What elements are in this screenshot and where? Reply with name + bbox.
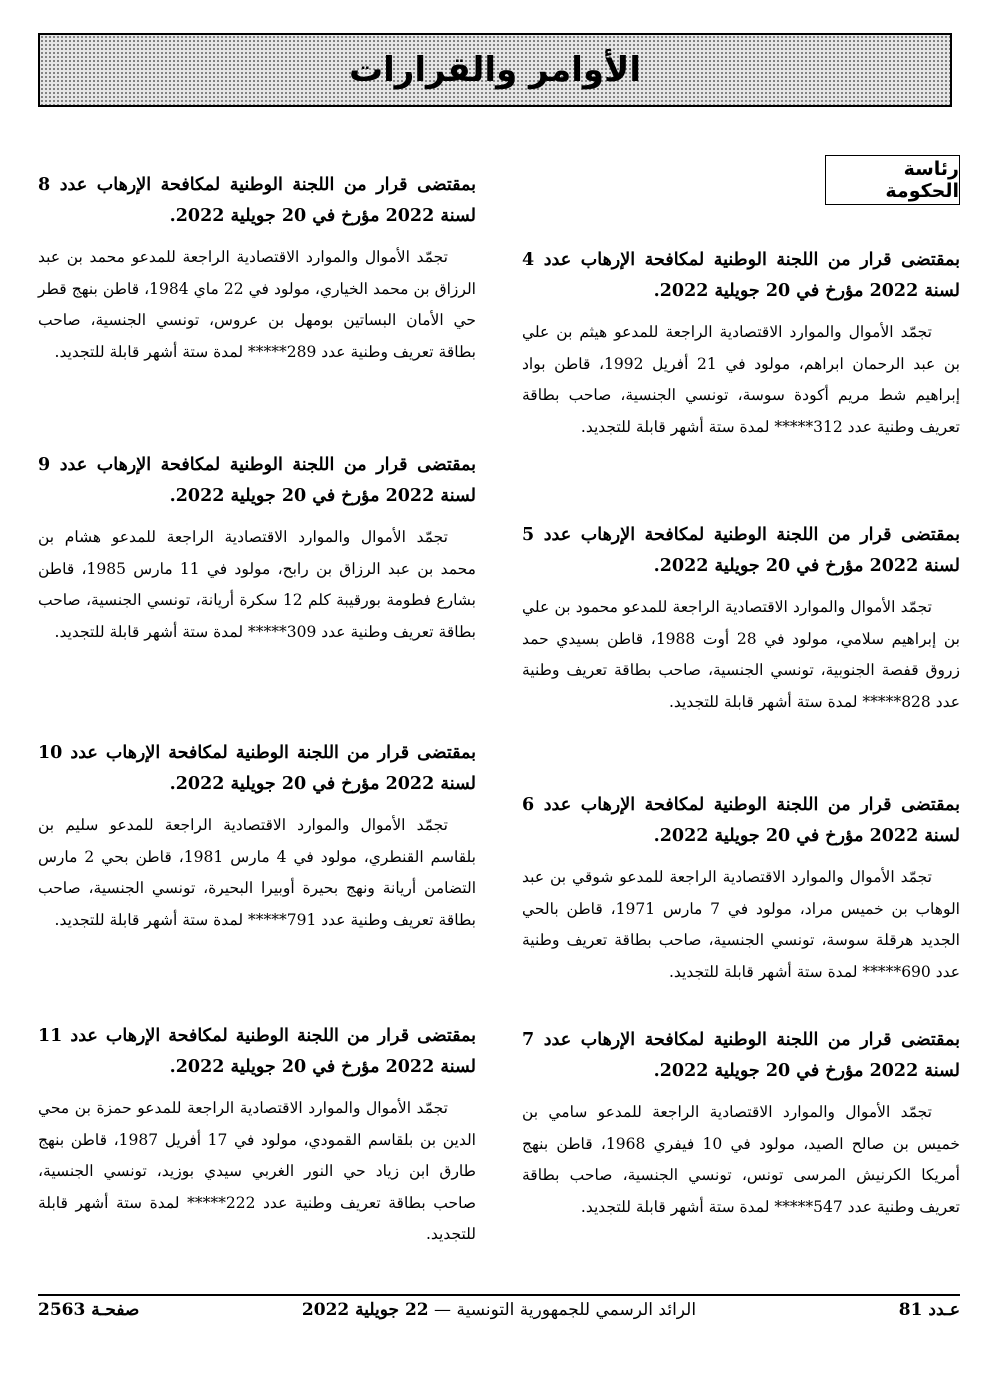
decision-body: تجمّد الأموال والموارد الاقتصادية الراجعة للمدعو هيثم بن علي بن عبد الرحمان ابراهم، مولود في 21 أفريل 1992، قاطن بواد إبراهيم شط مريم أكودة سوسة، تونسي الجنسية، صاحب بطاقة تعريف وطنية عدد 312***** لمدة ستة أشهر قابلة للتجديد.	[522, 323, 960, 436]
decision-title: بمقتضى قرار من اللجنة الوطنية لمكافحة الإرهاب عدد 6 لسنة 2022 مؤرخ في 20 جويلية 2022.	[522, 795, 960, 846]
decision-title: بمقتضى قرار من اللجنة الوطنية لمكافحة الإرهاب عدد 10 لسنة 2022 مؤرخ في 20 جويلية 2022.	[38, 743, 476, 794]
decision-item	[38, 1021, 476, 1251]
decision-body: تجمّد الأموال والموارد الاقتصادية الراجعة للمدعو حمزة بن محي الدين بن بلقاسم القمودي، مولود في 17 أفريل 1987، قاطن بنهج طارق ابن زياد حي النور الغربي سيدي بوزيد، تونسي الجنسية، صاحب بطاقة تعريف وطنية عدد 222***** لمدة ستة أشهر قابلة للتجديد.	[38, 1099, 476, 1243]
decision-body: تجمّد الأموال والموارد الاقتصادية الراجعة للمدعو محمود بن علي بن إبراهيم سلامي، مولود في 28 أوت 1988، قاطن بسيدي حمد زروق قفصة الجنوبية، تونسي الجنسية، صاحب بطاقة تعريف وطنية عدد 828***** لمدة ستة أشهر قابلة للتجديد.	[522, 598, 960, 711]
decision-title: بمقتضى قرار من اللجنة الوطنية لمكافحة الإرهاب عدد 8 لسنة 2022 مؤرخ في 20 جويلية 2022.	[38, 175, 476, 226]
decision-item	[38, 170, 476, 450]
journal-name: الرائد الرسمي للجمهورية التونسية —	[434, 1300, 697, 1320]
decision-item	[522, 520, 960, 790]
decision-body: تجمّد الأموال والموارد الاقتصادية الراجعة للمدعو سليم بن بلقاسم القنطري، مولود في 4 مارس 1981، قاطن بحي 2 مارس التضامن أريانة ونهج بحيرة أوبيرا البحيرة، تونسي الجنسية، صاحب بطاقة تعريف وطنية عدد 791***** لمدة ستة أشهر قابلة للتجديد.	[38, 816, 476, 929]
page-number: صفحـة 2563	[38, 1300, 140, 1320]
page-header-banner	[38, 33, 952, 107]
decision-body: تجمّد الأموال والموارد الاقتصادية الراجعة للمدعو شوقي بن عبد الوهاب بن خميس مراد، مولود في 7 مارس 1971، قاطن بالحي الجديد هرقلة سوسة، تونسي الجنسية، صاحب بطاقة تعريف وطنية عدد 690***** لمدة ستة أشهر قابلة للتجديد.	[522, 868, 960, 981]
decision-item	[522, 245, 960, 520]
left-column	[38, 170, 476, 1251]
decision-body: تجمّد الأموال والموارد الاقتصادية الراجعة للمدعو محمد بن عبد الرزاق بن محمد الخياري، مولود في 22 ماي 1984، قاطن بنهج قطر حي الأمان البساتين بومهل بن عروس، تونسي الجنسية، صاحب بطاقة تعريف وطنية عدد 289***** لمدة ستة أشهر قابلة للتجديد.	[38, 248, 476, 361]
decision-item	[38, 738, 476, 1021]
footer-divider	[38, 1294, 960, 1296]
section-heading: رئاسة الحكومة	[825, 155, 960, 205]
decision-title: بمقتضى قرار من اللجنة الوطنية لمكافحة الإرهاب عدد 11 لسنة 2022 مؤرخ في 20 جويلية 2022.	[38, 1026, 476, 1077]
right-column	[522, 245, 960, 1223]
decision-title: بمقتضى قرار من اللجنة الوطنية لمكافحة الإرهاب عدد 9 لسنة 2022 مؤرخ في 20 جويلية 2022.	[38, 455, 476, 506]
issue-date: 22 جويلية 2022	[301, 1300, 429, 1320]
page-footer	[38, 1300, 960, 1330]
issue-number: عـدد 81	[898, 1300, 960, 1320]
decision-title: بمقتضى قرار من اللجنة الوطنية لمكافحة الإرهاب عدد 7 لسنة 2022 مؤرخ في 20 جويلية 2022.	[522, 1030, 960, 1081]
decision-title: بمقتضى قرار من اللجنة الوطنية لمكافحة الإرهاب عدد 5 لسنة 2022 مؤرخ في 20 جويلية 2022.	[522, 525, 960, 576]
decision-item	[38, 450, 476, 738]
decision-item	[522, 790, 960, 1025]
decision-body: تجمّد الأموال والموارد الاقتصادية الراجعة للمدعو هشام بن محمد بن عبد الرزاق بن رابح، مولود في 11 مارس 1985، قاطن بشارع فطومة بورقيبة كلم 12 سكرة أريانة، تونسي الجنسية، صاحب بطاقة تعريف وطنية عدد 309***** لمدة ستة أشهر قابلة للتجديد.	[38, 528, 476, 641]
decision-body: تجمّد الأموال والموارد الاقتصادية الراجعة للمدعو سامي بن خميس بن صالح الصيد، مولود في 10 فيفري 1968، قاطن بنهج أمريكا الكرنيش المرسى تونس، تونسي الجنسية، صاحب بطاقة تعريف وطنية عدد 547***** لمدة ستة أشهر قابلة للتجديد.	[522, 1103, 961, 1216]
page-title: الأوامر والقرارات	[348, 50, 642, 90]
journal-line	[38, 1300, 960, 1320]
decision-item	[522, 1025, 960, 1223]
decision-title: بمقتضى قرار من اللجنة الوطنية لمكافحة الإرهاب عدد 4 لسنة 2022 مؤرخ في 20 جويلية 2022.	[522, 250, 960, 301]
